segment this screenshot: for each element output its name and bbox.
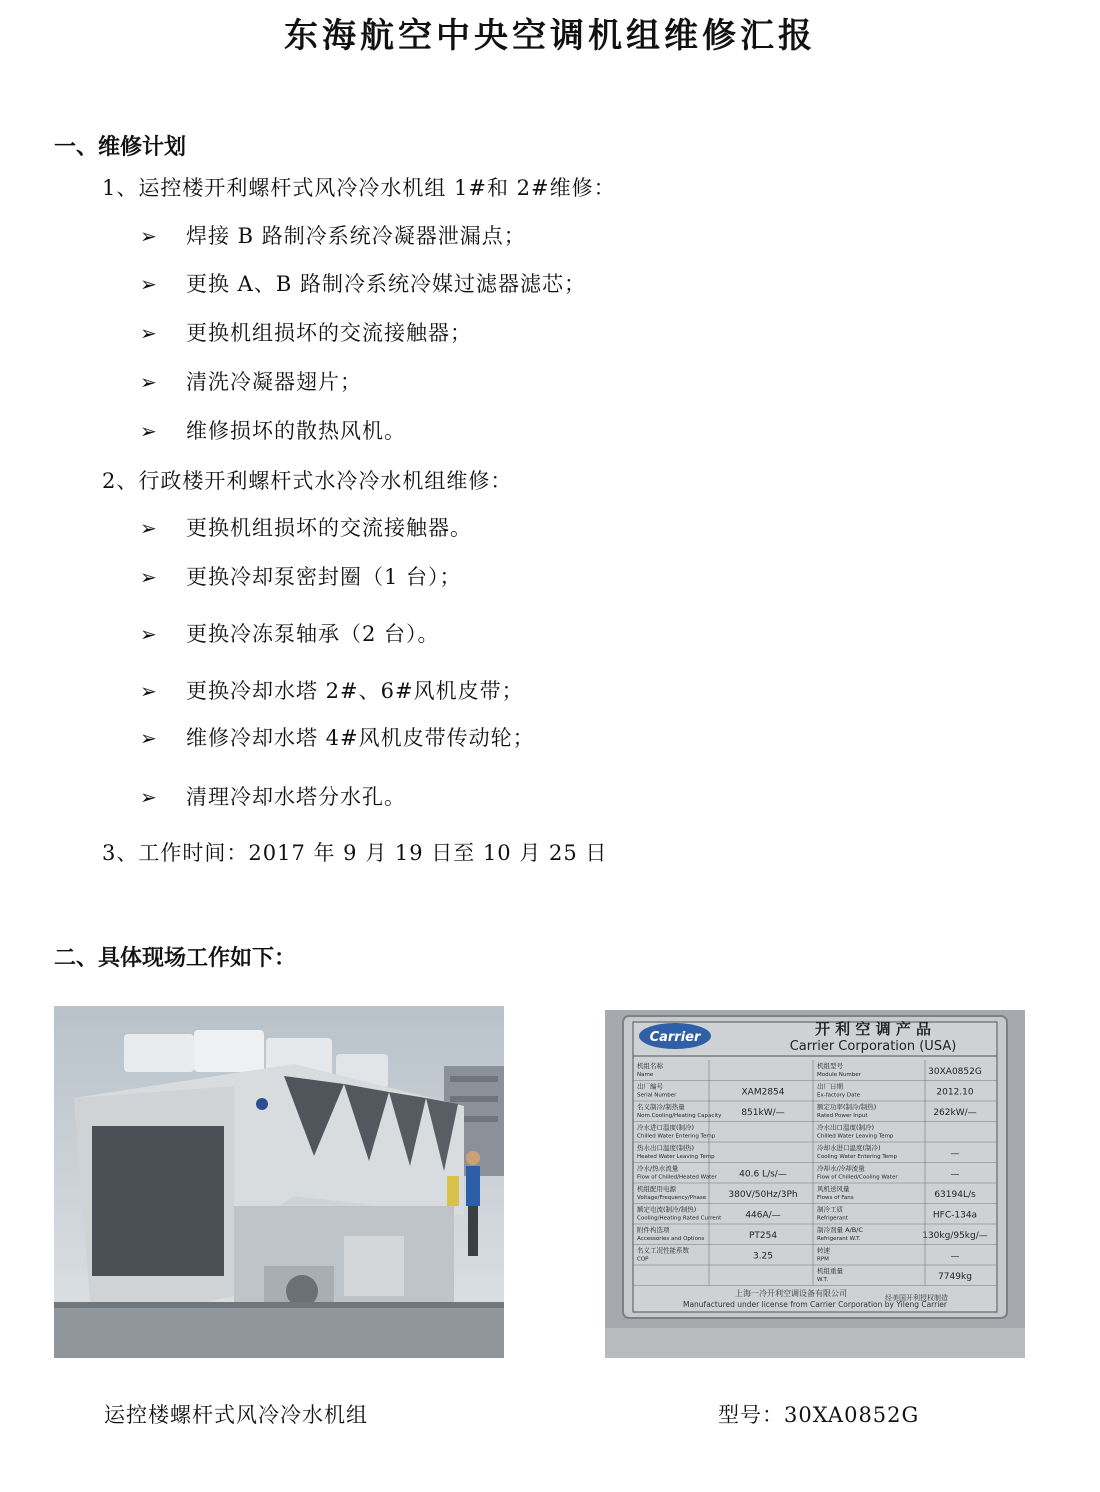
nameplate-label-en: Refrigerant — [817, 1215, 848, 1222]
nameplate-label-cn: 名义制冷/制热量 — [637, 1103, 685, 1111]
nameplate-label-cn: 冷水/热水流量 — [637, 1164, 679, 1173]
plan-item-2: 2、行政楼开利螺杆式水冷冷水机组维修： — [102, 469, 513, 493]
nameplate-label-en: COP — [637, 1256, 649, 1263]
nameplate-label-cn: 冷水出口温度(制冷) — [817, 1123, 875, 1132]
nameplate-label-cn: 机组名称 — [637, 1062, 663, 1070]
bullet-arrow-icon: ➢ — [140, 272, 158, 296]
nameplate-label-cn: 机组型号 — [817, 1062, 843, 1070]
plan-item-1-bullet: ➢ 清洗冷凝器翅片； — [140, 370, 362, 394]
carrier-nameplate-photo — [605, 1010, 1025, 1358]
nameplate-value: 7749kg — [938, 1272, 972, 1282]
nameplate-title-cn: 开 利 空 调 产 品 — [814, 1020, 932, 1038]
nameplate-label-en: Cooling/Heating Rated Current — [637, 1215, 722, 1222]
plan-item-3: 3、工作时间：2017 年 9 月 19 日至 10 月 25 日 — [102, 841, 608, 865]
bullet-arrow-icon: ➢ — [140, 370, 158, 394]
nameplate-label-cn: 名义工况性能系数 — [637, 1246, 689, 1255]
bullet-arrow-icon: ➢ — [140, 565, 158, 589]
nameplate-brand: Carrier — [649, 1030, 701, 1045]
nameplate-label-en: Voltage/Frequency/Phase — [637, 1195, 707, 1201]
plan-item-2-bullet: ➢ 清理冷却水塔分水孔。 — [140, 785, 406, 809]
nameplate-title-en: Carrier Corporation (USA) — [789, 1039, 957, 1054]
nameplate-value: 446A/— — [745, 1210, 781, 1221]
nameplate-label-en: RPM — [817, 1256, 829, 1263]
plan-item-2-bullet: ➢ 更换机组损坏的交流接触器。 — [140, 516, 472, 540]
nameplate-value: 3.25 — [752, 1251, 774, 1262]
nameplate-label-cn: 出厂编号 — [637, 1082, 663, 1091]
nameplate-label-cn: 制冷剂量 A/B/C — [817, 1226, 863, 1234]
nameplate-value: XAM2854 — [741, 1087, 785, 1098]
nameplate-label-en: Chilled Water Entering Temp — [637, 1133, 716, 1140]
nameplate-label-en: Refrigerant W.T. — [817, 1236, 861, 1242]
nameplate-footer-cn-left: 上海一冷开利空调设备有限公司 — [735, 1289, 847, 1298]
nameplate-label-en: Chilled Water Leaving Temp — [817, 1133, 894, 1140]
plan-item-1-bullet: ➢ 更换 A、B 路制冷系统冷媒过滤器滤芯； — [140, 272, 586, 296]
plan-item-1-bullet: ➢ 焊接 B 路制冷系统冷凝器泄漏点； — [140, 224, 526, 248]
bullet-arrow-icon: ➢ — [140, 679, 158, 703]
nameplate-label-en: Heated Water Leaving Temp — [637, 1154, 715, 1160]
bullet-arrow-icon: ➢ — [140, 419, 158, 443]
caption-chiller-unit: 运控楼螺杆式风冷冷水机组 — [104, 1403, 368, 1427]
plan-item-2-bullet: ➢ 维修冷却水塔 4#风机皮带传动轮； — [140, 726, 535, 750]
nameplate-label-cn: 热水出口温度(制热) — [637, 1144, 695, 1152]
plan-item-1: 1、运控楼开利螺杆式风冷冷水机组 1#和 2#维修： — [102, 176, 616, 200]
nameplate-label-en: W.T. — [817, 1277, 829, 1283]
nameplate-value: 851kW/— — [741, 1108, 785, 1118]
nameplate-label-en: Name — [637, 1072, 654, 1078]
nameplate-label-en: Rated Power Input — [817, 1113, 868, 1119]
nameplate-value: 130kg/95kg/— — [922, 1231, 988, 1241]
nameplate-illustration — [605, 1010, 1025, 1358]
nameplate-value: 40.6 L/s/— — [739, 1169, 787, 1180]
document-title: 东海航空中央空调机组维修汇报 — [284, 16, 816, 56]
plan-item-1-bullet: ➢ 维修损坏的散热风机。 — [140, 419, 406, 443]
nameplate-value: PT254 — [748, 1231, 778, 1241]
nameplate-label-en: Flows of Fans — [817, 1195, 854, 1201]
nameplate-label-cn: 出厂日期 — [817, 1082, 843, 1091]
nameplate-label-en: Module Number — [817, 1072, 861, 1078]
bullet-arrow-icon: ➢ — [140, 785, 158, 809]
nameplate-label-en: Flow of Chilled/Heated Water — [637, 1174, 717, 1181]
nameplate-label-cn: 冷水进口温度(制冷) — [637, 1123, 695, 1132]
nameplate-label-en: Cooling Water Entering Temp — [817, 1154, 898, 1160]
nameplate-value: — — [950, 1251, 960, 1262]
nameplate-label-cn: 风机送风量 — [817, 1185, 850, 1193]
nameplate-label-en: Ex-factory Date — [817, 1092, 860, 1099]
caption-model-number: 型号：30XA0852G — [718, 1403, 920, 1427]
nameplate-label-cn: 附件构选项 — [637, 1226, 670, 1234]
plan-item-1-bullet: ➢ 更换机组损坏的交流接触器； — [140, 321, 472, 345]
nameplate-value: 380V/50Hz/3Ph — [728, 1190, 798, 1200]
plan-item-2-bullet: ➢ 更换冷却水塔 2#、6#风机皮带； — [140, 679, 524, 703]
nameplate-label-cn: 转速 — [817, 1246, 830, 1255]
nameplate-label-cn: 制冷工质 — [817, 1205, 843, 1214]
nameplate-label-cn: 机组配用电源 — [637, 1185, 676, 1193]
section-heading-site-work: 二、具体现场工作如下： — [54, 946, 297, 971]
bullet-arrow-icon: ➢ — [140, 224, 158, 248]
nameplate-label-cn: 冷却水进口温度(制冷) — [817, 1144, 881, 1152]
chiller-unit-photo — [54, 1006, 504, 1358]
nameplate-label-cn: 冷却水/冷却流量 — [817, 1164, 865, 1173]
bullet-arrow-icon: ➢ — [140, 622, 158, 646]
bullet-arrow-icon: ➢ — [140, 726, 158, 750]
nameplate-label-en: Serial Number — [637, 1092, 677, 1099]
plan-item-2-bullet: ➢ 更换冷却泵密封圈（1 台）； — [140, 565, 462, 589]
nameplate-footer-en: Manufactured under license from Carrier Corporation by Yileng Carrier — [682, 1300, 948, 1309]
bullet-arrow-icon: ➢ — [140, 516, 158, 540]
nameplate-label-en: Nom.Cooling/Heating Capacity — [637, 1113, 722, 1119]
nameplate-value: 30XA0852G — [928, 1067, 982, 1077]
bullet-arrow-icon: ➢ — [140, 321, 158, 345]
nameplate-value: 63194L/s — [934, 1190, 976, 1200]
section-heading-plan: 一、维修计划 — [54, 135, 187, 160]
nameplate-label-en: Flow of Chilled/Cooling Water — [817, 1174, 898, 1181]
chiller-unit-illustration — [54, 1006, 504, 1358]
nameplate-value: 2012.10 — [936, 1087, 974, 1098]
nameplate-value: — — [950, 1169, 960, 1180]
nameplate-value: HFC-134a — [932, 1210, 978, 1221]
nameplate-label-cn: 额定电流(制冷/制热) — [637, 1205, 697, 1214]
nameplate-label-cn: 机组重量 — [817, 1267, 843, 1275]
nameplate-label-en: Accessories and Options — [637, 1236, 705, 1242]
plan-item-2-bullet: ➢ 更换冷冻泵轴承（2 台）。 — [140, 622, 440, 646]
nameplate-value: 262kW/— — [933, 1108, 977, 1118]
nameplate-footer-cn-right: 经美国开利授权制造 — [885, 1294, 948, 1302]
nameplate-label-cn: 额定功率(制冷/制热) — [817, 1103, 877, 1111]
nameplate-value: — — [950, 1149, 960, 1159]
